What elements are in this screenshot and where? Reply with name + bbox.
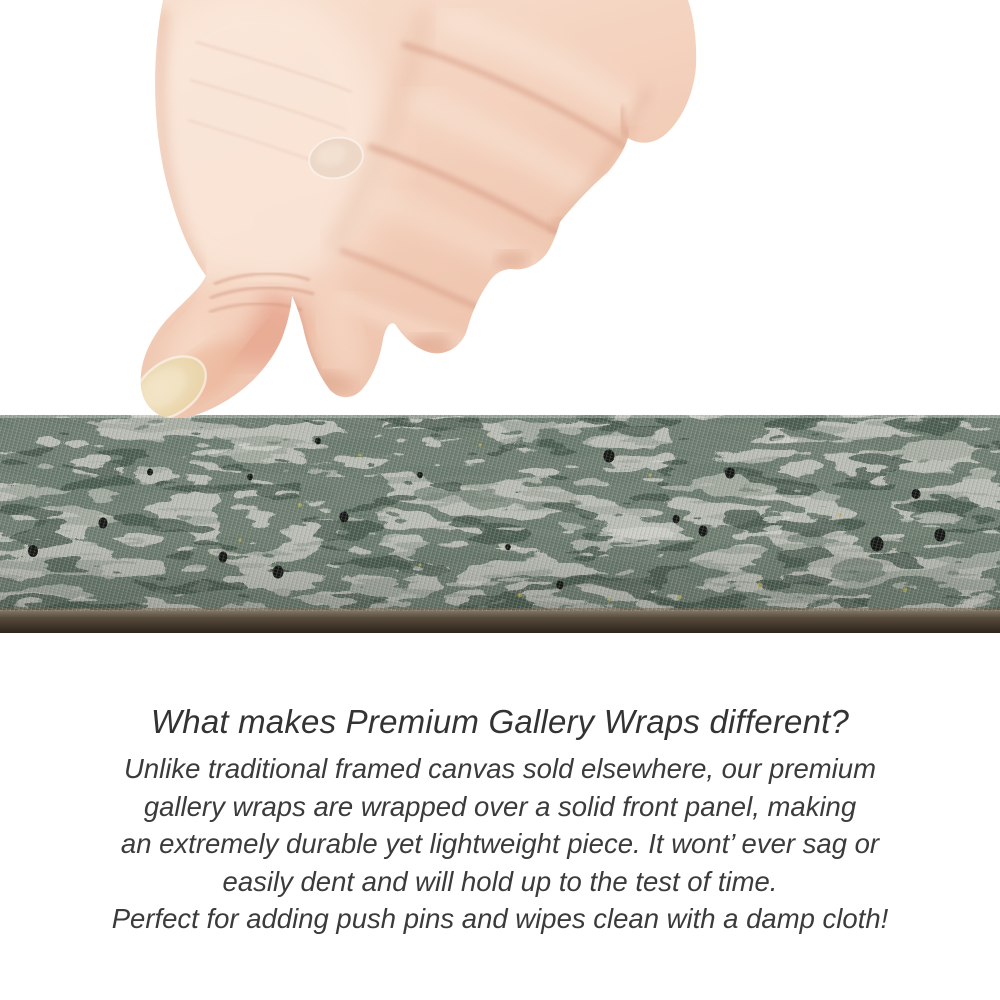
info-heading: What makes Premium Gallery Wraps different? bbox=[150, 703, 850, 740]
info-body-line: Perfect for adding push pins and wipes clean with a damp cloth! bbox=[111, 903, 889, 934]
canvas-texture bbox=[0, 415, 1000, 633]
info-body-line: gallery wraps are wrapped over a solid front panel, making bbox=[143, 790, 857, 822]
info-body-line: Unlike traditional framed canvas sold elsewhere, our premium bbox=[123, 753, 876, 784]
info-body-line: easily dent and will hold up to the test of time. bbox=[222, 865, 778, 897]
hand-photo bbox=[0, 0, 1000, 437]
hand-illustration bbox=[0, 0, 1000, 432]
canvas-edge-photo bbox=[0, 415, 1000, 633]
info-text-block bbox=[0, 703, 1000, 938]
canvas-dark-panel-edge bbox=[0, 610, 1000, 633]
info-body-line: an extremely durable yet lightweight piece. It wont’ ever sag or bbox=[120, 828, 880, 859]
